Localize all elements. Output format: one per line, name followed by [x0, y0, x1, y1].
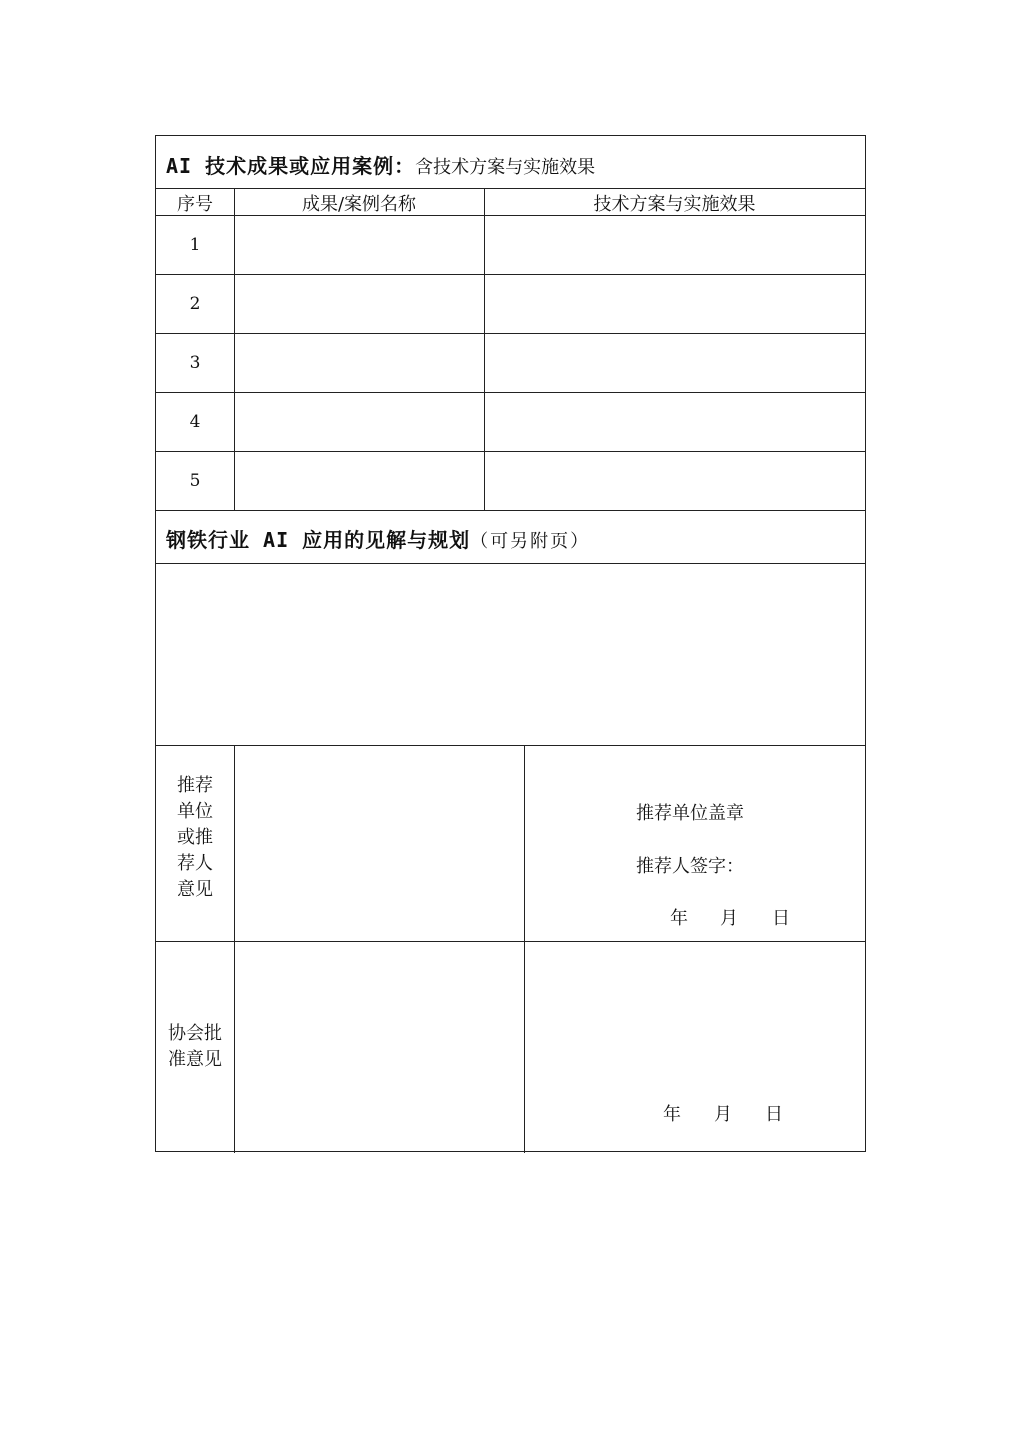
row-4-number: 4 [189, 412, 201, 432]
approval-date-year: 年 [663, 1104, 681, 1125]
row-3-number: 3 [189, 353, 201, 373]
approval-date-month: 月 [714, 1104, 732, 1125]
col-divider-1 [234, 188, 235, 510]
col-divider-2 [484, 188, 485, 510]
row-5-number: 5 [189, 471, 201, 491]
rule-row-5 [156, 510, 865, 511]
signature-col-divider [524, 745, 525, 1153]
recommender-signature-label: 推荐人签字： [636, 856, 744, 877]
section1-title-bold: AI 技术成果或应用案例： [166, 154, 416, 178]
rule-row-3 [156, 392, 865, 393]
approval-label-line-1: 协会批 [168, 1023, 222, 1044]
recommend-label-line-5: 意见 [177, 879, 213, 900]
recommender-seal-label: 推荐单位盖章 [636, 803, 744, 824]
header-serial-no: 序号 [177, 194, 213, 215]
recommend-label-line-2: 单位 [177, 801, 213, 822]
rule-row-2 [156, 333, 865, 334]
recommend-label-line-4: 荐人 [177, 853, 213, 874]
recommend-date-year: 年 [670, 908, 688, 929]
section2-title-bold: 钢铁行业 AI 应用的见解与规划 [166, 528, 471, 552]
recommend-date-month: 月 [720, 908, 738, 929]
section1-title [166, 150, 595, 179]
recommend-opinion-label [156, 773, 234, 903]
recommend-date-day: 日 [772, 908, 790, 929]
approval-label-line-2: 准意见 [168, 1049, 222, 1070]
header-case-name: 成果/案例名称 [301, 194, 417, 215]
recommend-label-line-1: 推荐 [177, 775, 213, 796]
approval-date-day: 日 [765, 1104, 783, 1125]
recommend-label-line-3: 或推 [177, 827, 213, 848]
label-col-divider [234, 745, 235, 1153]
row-1-number: 1 [189, 235, 201, 255]
row-2-number: 2 [189, 294, 201, 314]
section2-title [166, 524, 590, 553]
association-approval-label [156, 1021, 234, 1073]
header-tech-effect: 技术方案与实施效果 [593, 194, 756, 215]
rule-below-recommend [156, 941, 865, 942]
rule-below-section2-title [156, 563, 865, 564]
rule-row-1 [156, 274, 865, 275]
rule-below-insights-area [156, 745, 865, 746]
rule-row-4 [156, 451, 865, 452]
section2-title-note: （可另附页） [470, 531, 591, 552]
section1-title-note: 含技术方案与实施效果 [415, 157, 596, 178]
application-form-table [155, 135, 866, 1152]
